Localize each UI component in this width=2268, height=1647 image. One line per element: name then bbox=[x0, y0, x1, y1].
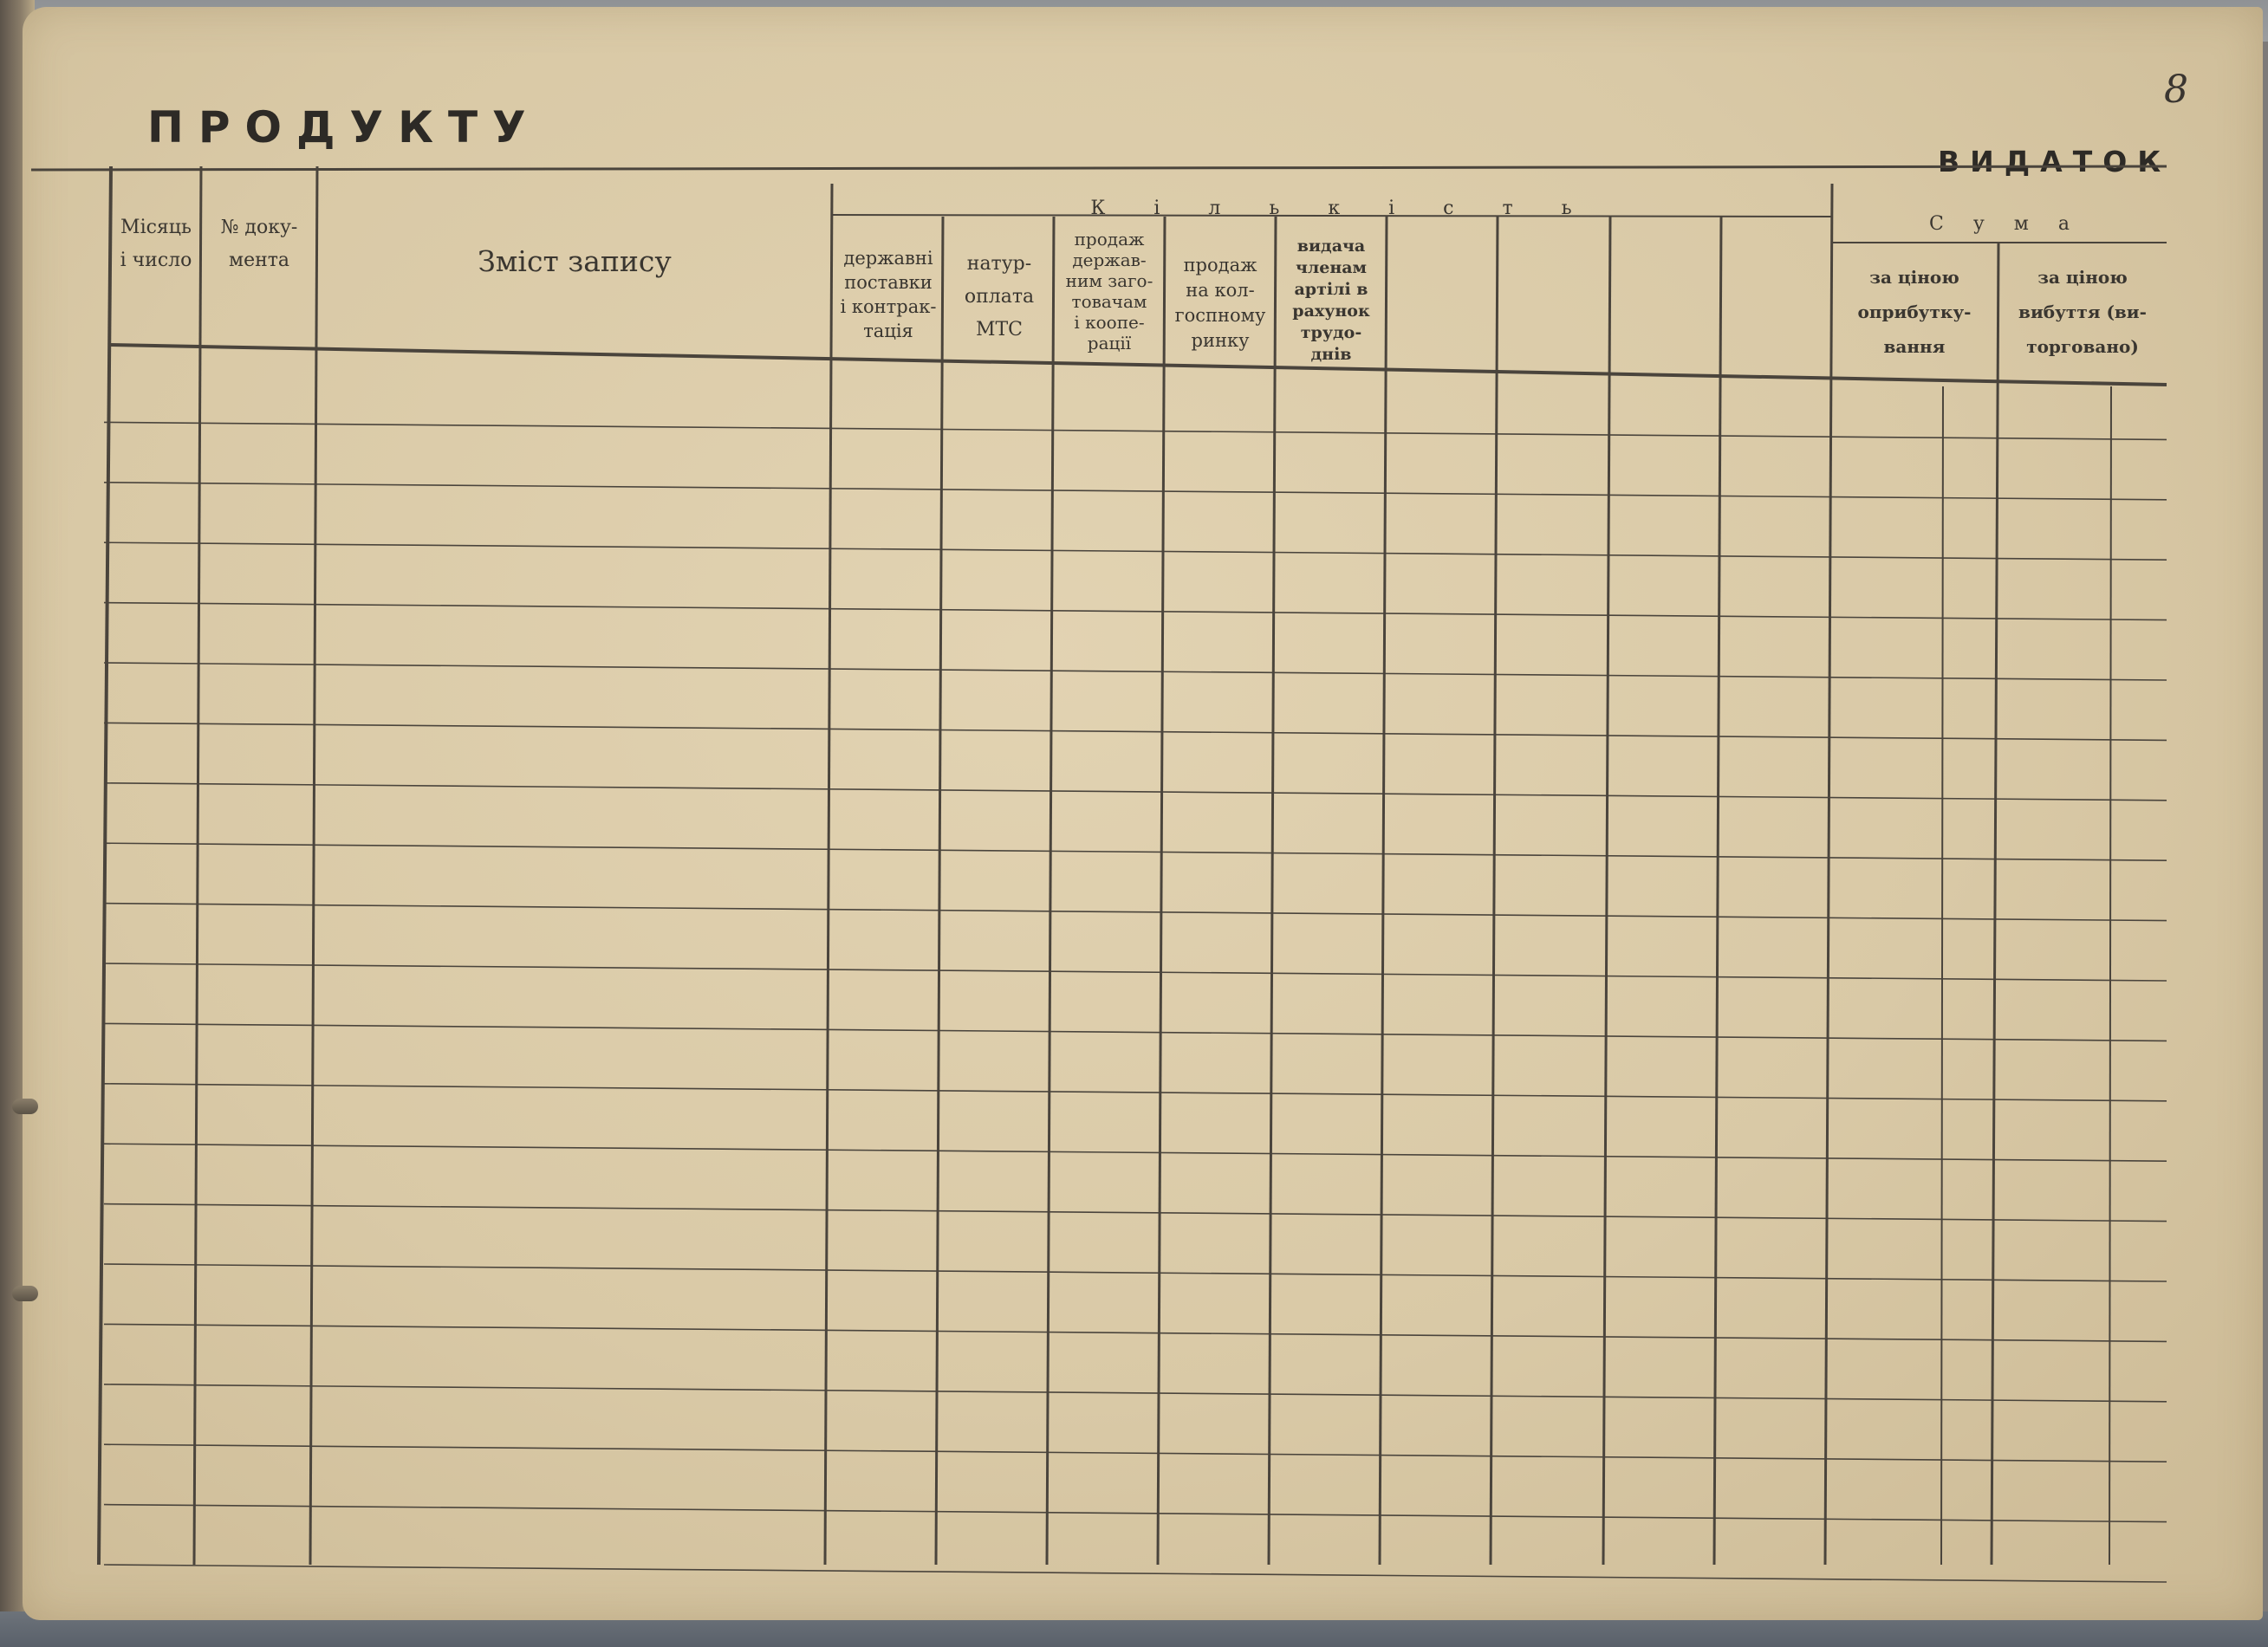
table-top-rule bbox=[31, 166, 2167, 170]
header-sale-procurers: продаж держав- ним заго- товачам і коопе- рації bbox=[1065, 229, 1153, 353]
row-rule bbox=[104, 1444, 2167, 1462]
header-sale-market: продаж на кол- госпному ринку bbox=[1174, 255, 1266, 351]
row-rule bbox=[104, 1264, 2167, 1281]
row-rule bbox=[104, 422, 2167, 439]
header-sum: Сума bbox=[1928, 213, 2099, 235]
row-rule bbox=[104, 963, 2167, 981]
row-rule bbox=[104, 1084, 2167, 1101]
column-rule bbox=[1825, 184, 1832, 1565]
column-rule bbox=[310, 166, 317, 1565]
column-rule bbox=[1603, 217, 1610, 1565]
row-rule bbox=[104, 542, 2167, 560]
column-rule bbox=[1269, 217, 1276, 1565]
row-rule bbox=[104, 1023, 2167, 1041]
row-rule bbox=[104, 1324, 2167, 1341]
column-rule bbox=[825, 184, 832, 1565]
page-title: ПРОДУКТУ bbox=[147, 102, 541, 152]
column-rule bbox=[936, 217, 943, 1565]
row-rule bbox=[104, 904, 2167, 921]
column-rule bbox=[1047, 217, 1054, 1565]
header-workday-issue: видача членам артілі в рахунок трудо- днів bbox=[1292, 237, 1370, 364]
column-rule bbox=[194, 166, 201, 1565]
cents-rule bbox=[1941, 386, 1943, 1565]
header-state-deliveries: державні поставки і контрак- тація bbox=[840, 248, 937, 341]
row-rule bbox=[104, 843, 2167, 860]
section-title: ВИДАТОК bbox=[1938, 145, 2172, 178]
row-rule bbox=[104, 723, 2167, 740]
header-sum-disposal-price: за ціною вибуття (ви- торговано) bbox=[2018, 267, 2147, 357]
row-rule bbox=[104, 1204, 2167, 1222]
column-rule bbox=[1380, 217, 1387, 1565]
row-rule bbox=[104, 483, 2167, 500]
table-left-border bbox=[99, 166, 111, 1565]
header-mts-payment: натур- оплата МТС bbox=[964, 253, 1035, 340]
header-month-date: Місяць і число bbox=[120, 217, 192, 271]
page-number: 8 bbox=[2164, 68, 2188, 112]
cents-rule bbox=[2109, 386, 2111, 1565]
row-rule bbox=[104, 1565, 2167, 1582]
header-quantity: Кількість bbox=[1090, 198, 1621, 219]
header-sum-receipt-price: за ціною оприбутку- вання bbox=[1857, 267, 1972, 357]
row-rule bbox=[104, 663, 2167, 680]
column-rule bbox=[1992, 243, 1998, 1565]
row-rule bbox=[104, 783, 2167, 801]
row-rule bbox=[104, 1505, 2167, 1522]
row-rule bbox=[104, 603, 2167, 620]
column-rule bbox=[1491, 217, 1498, 1565]
header-document-number: № доку- мента bbox=[220, 217, 298, 271]
column-rule bbox=[1158, 217, 1165, 1565]
header-entry-content: Зміст запису bbox=[478, 244, 672, 278]
row-rule bbox=[104, 1144, 2167, 1161]
column-rule bbox=[1714, 217, 1721, 1565]
row-rule bbox=[104, 1384, 2167, 1402]
